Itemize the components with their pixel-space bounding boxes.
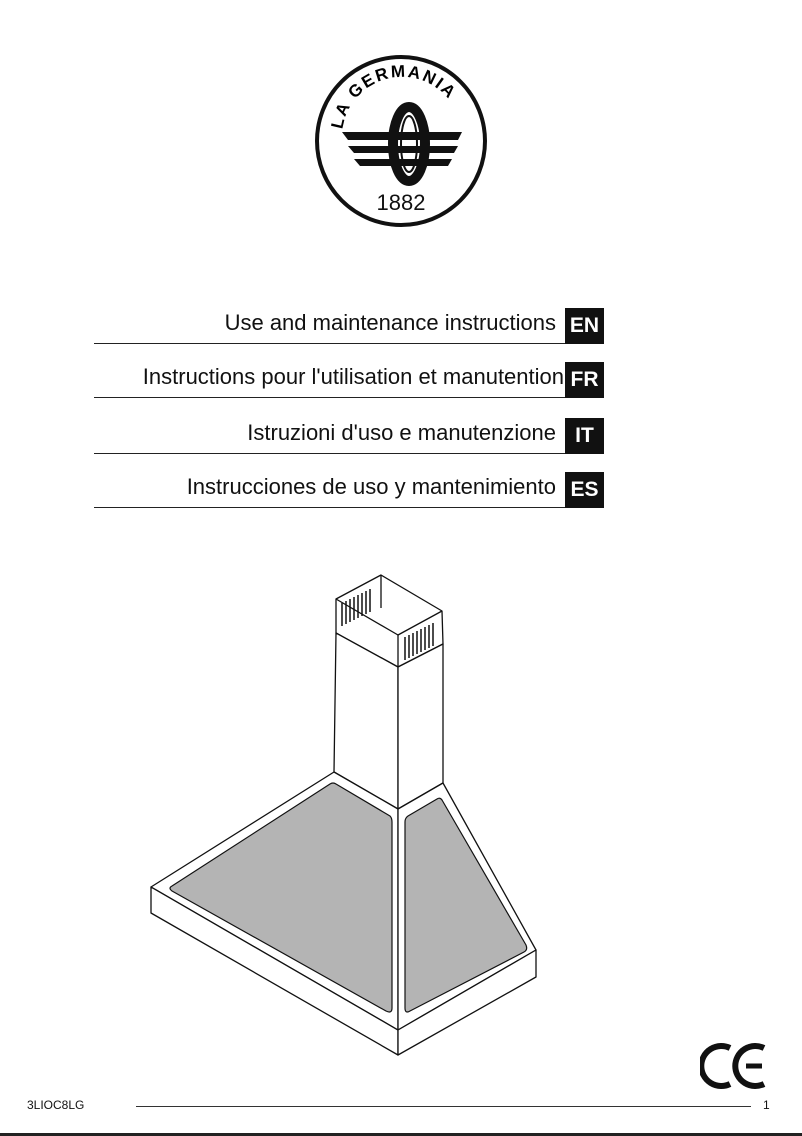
title-row-es <box>94 472 604 508</box>
svg-text:1882: 1882 <box>376 190 426 215</box>
title-row-fr <box>94 362 604 398</box>
title-es: Instrucciones de uso y mantenimiento <box>186 474 556 499</box>
title-it: Istruzioni d'uso e manutenzione <box>247 420 556 445</box>
document-code: 3LIOC8LG <box>27 1098 85 1112</box>
lang-badge-es: ES <box>565 472 604 508</box>
la-germania-logo <box>312 52 490 230</box>
divider <box>94 453 565 454</box>
title-en: Use and maintenance instructions <box>224 310 556 335</box>
lang-badge-en: EN <box>565 308 604 344</box>
svg-text:LA GERMANIA: LA GERMANIA <box>327 61 461 131</box>
title-fr: Instructions pour l'utilisation et manutention <box>142 364 564 389</box>
divider <box>94 507 565 508</box>
divider <box>94 343 565 344</box>
title-row-en <box>94 308 604 344</box>
cooker-hood-illustration <box>140 570 560 1070</box>
title-row-it <box>94 418 604 454</box>
ce-mark <box>700 1042 770 1090</box>
page-number: 1 <box>763 1098 770 1112</box>
footer-divider <box>136 1106 751 1107</box>
divider <box>94 397 565 398</box>
ce-mark-icon <box>700 1042 770 1090</box>
lang-badge-it: IT <box>565 418 604 454</box>
lang-badge-fr: FR <box>565 362 604 398</box>
